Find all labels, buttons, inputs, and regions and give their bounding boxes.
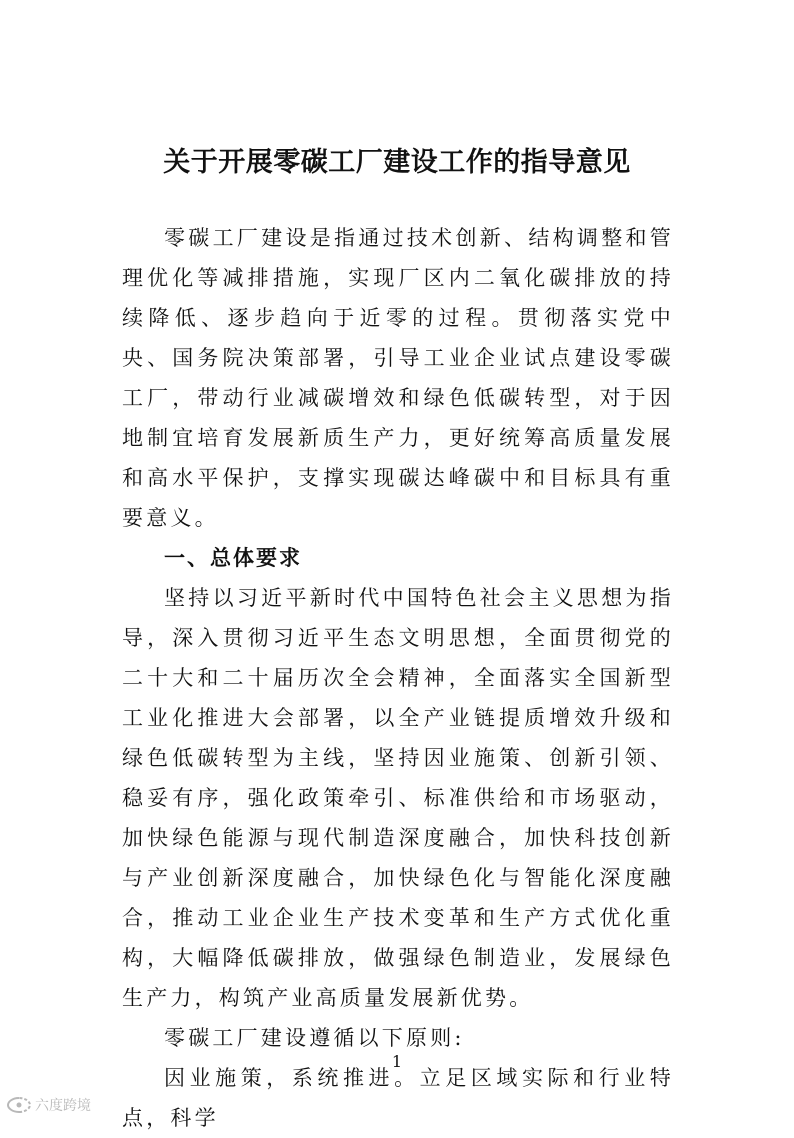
document-title: 关于开展零碳工厂建设工作的指导意见 bbox=[163, 147, 631, 178]
page-number: 1 bbox=[391, 1052, 403, 1071]
principle-paragraph: 因业施策，系统推进。立足区域实际和行业特点，科学 bbox=[122, 1066, 674, 1130]
watermark bbox=[6, 1095, 91, 1115]
principles-intro: 零碳工厂建设遵循以下原则: bbox=[164, 1026, 465, 1050]
document-body bbox=[122, 218, 674, 1138]
section-paragraph: 坚持以习近平新时代中国特色社会主义思想为指导，深入贯彻习近平生态文明思想，全面贯彻党的二十大和二十届历次全会精神，全面落实全国新型工业化推进大会部署，以全产业链提质增效升级和绿色低碳转型为主线，坚持因业施策、创新引领、稳妥有序，强化政策牵引、标准供给和市场驱动，加快绿色能源与现代制造深度融合，加快科技创新与产业创新深度融合，加快绿色化与智能化深度融合，推动工业企业生产技术变革和生产方式优化重构，大幅降低碳排放，做强绿色制造业，发展绿色生产力，构筑产业高质量发展新优势。 bbox=[122, 586, 674, 1010]
intro-paragraph: 零碳工厂建设是指通过技术创新、结构调整和管理优化等减排措施，实现厂区内二氧化碳排放的持续降低、逐步趋向于近零的过程。贯彻落实党中央、国务院决策部署，引导工业企业试点建设零碳工厂，带动行业减碳增效和绿色低碳转型，对于因地制宜培育发展新质生产力，更好统筹高质量发展和高水平保护，支撑实现碳达峰碳中和目标具有重要意义。 bbox=[122, 226, 674, 530]
logo-icon bbox=[6, 1096, 32, 1114]
watermark-text: 六度跨境 bbox=[35, 1098, 91, 1114]
section-heading: 一、总体要求 bbox=[164, 546, 302, 570]
